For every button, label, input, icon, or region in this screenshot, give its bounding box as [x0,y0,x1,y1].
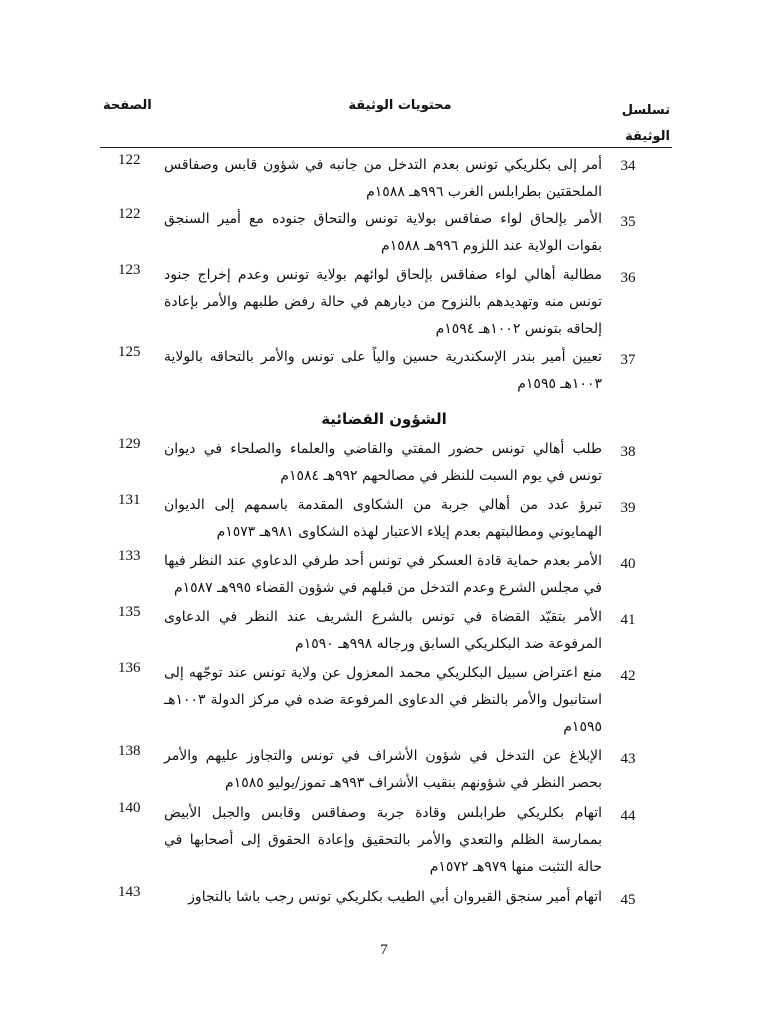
entry-text: طلب أهالي تونس حضور المفتي والقاضي والعلماء والصلحاء في ديوان تونس في يوم السبت للنظر في مصالحهم ٩٩٢هـ ١٥٨٤م [164,441,602,484]
list-item [0,660,768,743]
list-item [0,604,768,660]
entry-text: منع اعتراض سبيل البكلريكي محمد المعزول عن ولاية تونس عند توجّهه إلى استانبول والأمر بالنظر في الدعاوى المرفوعة ضده في مركز الدولة ١٠٠٣هـ ١٥٩٥م [164,665,602,735]
entry-page: 138 [118,743,141,759]
entry-number: 40 [620,556,636,572]
entry-page: 131 [118,492,141,508]
list-item [0,492,768,548]
entry-number: 38 [620,444,636,460]
list-item [0,743,768,800]
header-sequence-line1: تسلسل [621,103,670,118]
section-title: الشؤون القضائية [321,410,447,428]
entry-page: 122 [118,206,141,222]
entries-list [0,152,768,914]
entry-page: 140 [118,800,141,816]
header-sequence-line2: الوثيقة [625,129,670,144]
page-number: 7 [380,942,388,958]
entry-number: 35 [620,214,636,230]
entry-number: 41 [620,612,636,628]
list-item [0,436,768,492]
header-content-label: محتويات الوثيقة [348,98,452,113]
entry-text: تعيين أمير بندر الإسكندرية حسين والياً على تونس والأمر بالتحاقه بالولاية ١٠٠٣هـ ١٥٩٥م [164,349,602,392]
list-item [0,206,768,262]
entry-text: مطالبة أهالي لواء صفاقس بإلحاق لوائهم بولاية تونس وعدم إخراج جنود تونس منه وتهديدهم بالنزوح من ديارهم في حالة رفض طلبهم والأمر بإعادة إلحاقه بتونس ١٠٠٢هـ ١٥٩٤م [164,267,602,337]
entry-number: 36 [620,270,636,286]
entry-text: الإبلاغ عن التدخل في شؤون الأشراف في تونس والتجاوز عليهم والأمر بحصر النظر في شؤونهم بنقيب الأشراف ٩٩٣هـ تموز/يوليو ١٥٨٥م [164,748,602,791]
entry-text: تبرؤ عدد من أهالي جربة من الشكاوى المقدمة باسمهم إلى الديوان الهمايوني ومطالبتهم بعدم إيلاء الاعتبار لهذه الشكاوى ٩٨١هـ ١٥٧٣م [164,497,602,540]
entry-page: 129 [118,436,141,452]
entry-text: الأمر بإلحاق لواء صفاقس بولاية تونس والتحاق جنوده مع أمير السنجق بقوات الولاية عند اللزوم ٩٩٦هـ ١٥٨٨م [164,211,602,254]
entry-page: 136 [118,660,141,676]
entry-page: 143 [118,884,141,900]
list-item [0,548,768,604]
entry-text: اتهام بكلريكي طرابلس وقادة جربة وصفاقس وقابس والجبل الأبيض بممارسة الظلم والتعدي والأمر بالتحقيق وإعادة الحقوق إلى أصحابها في حالة التثبت منها ٩٧٩هـ ١٥٧٢م [164,805,602,875]
header-page-label: الصفحة [103,98,152,113]
entry-number: 43 [620,751,636,767]
entry-text: الأمر بعدم حماية قادة العسكر في تونس أحد طرفي الدعاوي عند النظر فيها في مجلس الشرع وعدم التدخل من قبلهم في شؤون القضاء ٩٩٥هـ ١٥٨٧م [164,553,602,596]
entry-page: 133 [118,548,141,564]
entry-number: 44 [620,808,636,824]
entry-text: الأمر بتقيّد القضاة في تونس بالشرع الشريف عند النظر في الدعاوى المرفوعة ضد البكلريكي السابق ورجاله ٩٩٨هـ ١٥٩٠م [164,609,602,652]
list-item [0,262,768,344]
header-sequence-label [622,98,670,150]
entry-number: 39 [620,500,636,516]
header-divider [100,147,672,148]
entry-page: 135 [118,604,141,620]
list-item [0,884,768,914]
entry-text: اتهام أمير سنجق القيروان أبي الطيب بكلريكي تونس رجب باشا بالتجاوز [188,889,602,905]
entry-page: 125 [118,344,141,360]
list-item [0,344,768,402]
entry-text: أمر إلى بكلريكي تونس بعدم التدخل من جانبه في شؤون قابس وصفاقس الملحقتين بطرابلس الغرب ٩٩٦هـ ١٥٨٨م [164,157,602,200]
entry-page: 123 [118,262,141,278]
list-item [0,800,768,884]
entry-number: 45 [620,892,636,908]
entry-number: 34 [620,158,636,174]
entry-number: 42 [620,668,636,684]
entry-page: 122 [118,152,141,168]
list-item [0,152,768,206]
entry-number: 37 [620,352,636,368]
